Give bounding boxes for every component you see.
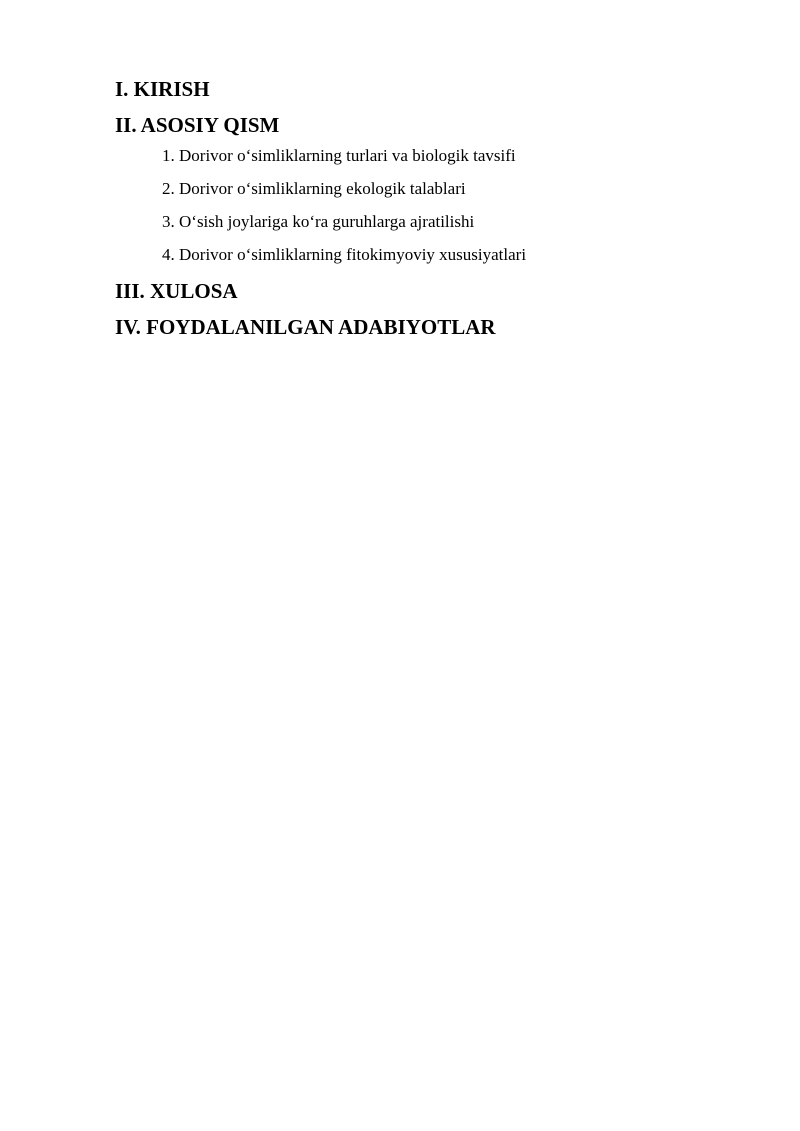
section-heading-asosiy-qism: II. ASOSIY QISM bbox=[115, 113, 280, 137]
subsection-item: 1. Dorivor o‘simliklarning turlari va biologik tavsifi bbox=[162, 146, 516, 165]
section-heading-kirish: I. KIRISH bbox=[115, 77, 210, 101]
section-heading-xulosa: III. XULOSA bbox=[115, 279, 238, 303]
section-heading-adabiyotlar: IV. FOYDALANILGAN ADABIYOTLAR bbox=[115, 315, 496, 339]
subsection-item: 4. Dorivor o‘simliklarning fitokimyoviy xususiyatlari bbox=[162, 245, 527, 264]
subsection-item: 2. Dorivor o‘simliklarning ekologik talablari bbox=[162, 179, 466, 198]
subsection-list bbox=[115, 144, 715, 267]
subsection-item: 3. O‘sish joylariga ko‘ra guruhlarga ajratilishi bbox=[162, 212, 475, 231]
table-of-contents bbox=[115, 74, 715, 348]
